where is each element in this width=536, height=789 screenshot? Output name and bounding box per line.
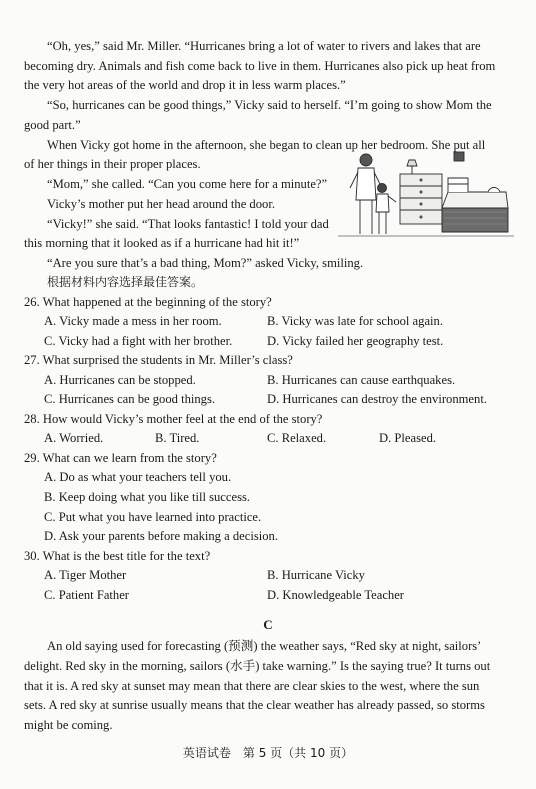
answer-option: C. Patient Father — [44, 588, 129, 602]
answer-option: A. Hurricanes can be stopped. — [44, 373, 196, 387]
answer-option: A. Tiger Mother — [44, 568, 127, 582]
question-stem: 27. What surprised the students in Mr. Miller’s class? — [24, 353, 293, 367]
passage-line: the very hot areas of the world and drop it in less warm places.” — [24, 78, 346, 92]
passage-line: this morning that it looked as if a hurricane had hit it!” — [24, 236, 300, 250]
question-instruction: 根据材料内容选择最佳答案。 — [47, 275, 204, 289]
answer-option: D. Hurricanes can destroy the environment. — [267, 392, 487, 406]
passage-line: “Are you sure that’s a bad thing, Mom?” asked Vicky, smiling. — [47, 256, 364, 270]
answer-option: B. Tired. — [155, 431, 200, 445]
answer-option: C. Relaxed. — [267, 431, 327, 445]
question-stem: 30. What is the best title for the text? — [24, 549, 211, 563]
passage-line: An old saying used for forecasting (预测) the weather says, “Red sky at night, sailors’ — [47, 639, 482, 653]
page-footer: 英语试卷 第 5 页（共 10 页） — [182, 746, 354, 760]
answer-option: C. Hurricanes can be good things. — [44, 392, 216, 406]
question-stem: 26. What happened at the beginning of the story? — [24, 295, 272, 309]
answer-option: A. Worried. — [44, 431, 104, 445]
passage-line: of her things in their proper places. — [24, 157, 201, 171]
passage-line: that it is. A red sky at sunset may mean that there are clear skies to the west, where the sun — [24, 679, 480, 693]
answer-option: A. Vicky made a mess in her room. — [44, 314, 222, 328]
question-stem: 28. How would Vicky’s mother feel at the end of the story? — [24, 412, 323, 426]
passage-line: might be coming. — [24, 718, 113, 732]
passage-line: becoming dry. Animals and fish come back to live in them. Hurricanes also pick up heat from — [24, 59, 496, 73]
answer-option: C. Vicky had a fight with her brother. — [44, 334, 233, 348]
section-heading: C — [263, 617, 273, 632]
bedroom-illustration — [338, 148, 514, 242]
passage-line: “Mom,” she called. “Can you come here for a minute?” — [47, 177, 328, 191]
answer-option: D. Pleased. — [379, 431, 437, 445]
passage-line: good part.” — [24, 118, 81, 132]
answer-option: B. Hurricane Vicky — [267, 568, 365, 582]
answer-option: C. Put what you have learned into practice. — [44, 510, 262, 524]
answer-option: B. Keep doing what you like till success. — [44, 490, 251, 504]
passage-line: “Oh, yes,” said Mr. Miller. “Hurricanes bring a lot of water to rivers and lakes that are — [47, 39, 481, 53]
answer-option: D. Vicky failed her geography test. — [267, 334, 444, 348]
passage-line: Vicky’s mother put her head around the door. — [47, 197, 275, 211]
answer-option: B. Hurricanes can cause earthquakes. — [267, 373, 456, 387]
answer-option: B. Vicky was late for school again. — [267, 314, 443, 328]
passage-line: When Vicky got home in the afternoon, she began to clean up her bedroom. She put all — [47, 138, 486, 152]
passage-line: delight. Red sky in the morning, sailors (水手) take warning.” Is the saying true? It turns out — [24, 659, 491, 673]
answer-option: A. Do as what your teachers tell you. — [44, 470, 232, 484]
passage-line: “So, hurricanes can be good things,” Vicky said to herself. “I’m going to show Mom the — [47, 98, 492, 112]
passage-line: “Vicky!” she said. “That looks fantastic! I told your dad — [47, 217, 329, 231]
question-stem: 29. What can we learn from the story? — [24, 451, 217, 465]
answer-option: D. Knowledgeable Teacher — [267, 588, 405, 602]
answer-option: D. Ask your parents before making a decision. — [44, 529, 278, 543]
passage-line: sets. A red sky at sunrise usually means that the clear weather has already passed, so storms — [24, 698, 485, 712]
